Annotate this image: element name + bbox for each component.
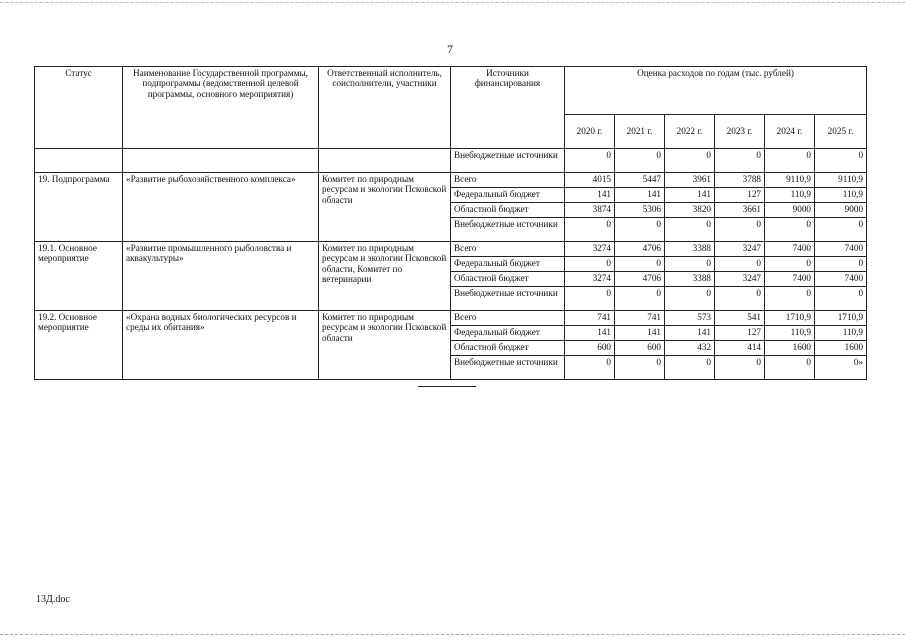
value-cell: 3820 (665, 203, 715, 218)
scan-edge-top (0, 2, 905, 4)
value-cell: 141 (615, 188, 665, 203)
source-cell: Областной бюджет (451, 341, 565, 356)
value-cell: 110,9 (765, 188, 815, 203)
source-cell: Областной бюджет (451, 272, 565, 287)
empty-cell (319, 149, 451, 173)
value-cell: 4706 (615, 272, 665, 287)
value-cell: 110,9 (815, 326, 867, 341)
responsible-cell: Комитет по природным ресурсам и экологии Псковской области (319, 311, 451, 380)
value-cell: 5306 (615, 203, 665, 218)
value-cell: 7400 (815, 272, 867, 287)
value-cell: 1710,9 (815, 311, 867, 326)
source-cell: Федеральный бюджет (451, 257, 565, 272)
value-cell: 0 (715, 149, 765, 173)
header-responsible: Ответственный исполнитель, соисполнители, участники (319, 67, 451, 149)
source-cell: Внебюджетные источники (451, 287, 565, 311)
status-cell: 19. Подпрограмма (35, 173, 123, 242)
value-cell: 5447 (615, 173, 665, 188)
source-cell: Всего (451, 311, 565, 326)
value-cell: 0 (615, 149, 665, 173)
program-name-cell: «Развитие промышленного рыболовства и аквакультуры» (123, 242, 319, 311)
value-cell: 0 (715, 218, 765, 242)
value-cell: 4706 (615, 242, 665, 257)
value-cell: 3661 (715, 203, 765, 218)
value-cell: 600 (615, 341, 665, 356)
header-year: 2021 г. (615, 115, 665, 149)
value-cell: 141 (665, 188, 715, 203)
value-cell: 9000 (815, 203, 867, 218)
program-name-cell: «Охрана водных биологических ресурсов и среды их обитания» (123, 311, 319, 380)
value-cell: 541 (715, 311, 765, 326)
value-cell: 1600 (815, 341, 867, 356)
program-name-cell: «Развитие рыбохозяйственного комплекса» (123, 173, 319, 242)
value-cell: 0 (565, 218, 615, 242)
source-cell: Внебюджетные источники (451, 149, 565, 173)
source-cell: Внебюджетные источники (451, 356, 565, 380)
value-cell: 0 (815, 218, 867, 242)
value-cell: 0 (815, 149, 867, 173)
value-cell: 0 (615, 218, 665, 242)
value-cell: 110,9 (815, 188, 867, 203)
header-year: 2023 г. (715, 115, 765, 149)
value-cell: 0 (765, 218, 815, 242)
end-of-table-rule (418, 386, 476, 387)
header-year: 2024 г. (765, 115, 815, 149)
value-cell: 9110,9 (815, 173, 867, 188)
value-cell: 0 (815, 257, 867, 272)
source-cell: Областной бюджет (451, 203, 565, 218)
value-cell: 0 (665, 218, 715, 242)
value-cell: 0 (765, 257, 815, 272)
value-cell: 7400 (815, 242, 867, 257)
value-cell: 1710,9 (765, 311, 815, 326)
value-cell: 432 (665, 341, 715, 356)
value-cell: 141 (665, 326, 715, 341)
value-cell: 0 (665, 257, 715, 272)
value-cell: 741 (565, 311, 615, 326)
value-cell: 0 (765, 149, 815, 173)
value-cell: 0 (765, 356, 815, 380)
table-row (35, 311, 867, 326)
file-name-footer: 13Д.doc (36, 594, 70, 605)
value-cell: 3247 (715, 272, 765, 287)
source-cell: Внебюджетные источники (451, 218, 565, 242)
value-cell: 3874 (565, 203, 615, 218)
table-row (35, 242, 867, 257)
header-estimate: Оценка расходов по годам (тыс. рублей) (565, 67, 867, 115)
header-year: 2020 г. (565, 115, 615, 149)
value-cell: 1600 (765, 341, 815, 356)
value-cell: 3388 (665, 242, 715, 257)
value-cell: 0 (615, 257, 665, 272)
table-header-row (35, 67, 867, 115)
table-row (35, 149, 867, 173)
value-cell: 9110,9 (765, 173, 815, 188)
header-year: 2025 г. (815, 115, 867, 149)
value-cell: 3388 (665, 272, 715, 287)
value-cell: 0 (715, 356, 765, 380)
header-year: 2022 г. (665, 115, 715, 149)
value-cell: 4015 (565, 173, 615, 188)
value-cell: 3788 (715, 173, 765, 188)
value-cell: 3961 (665, 173, 715, 188)
source-cell: Всего (451, 173, 565, 188)
source-cell: Всего (451, 242, 565, 257)
value-cell: 0 (715, 287, 765, 311)
value-cell: 7400 (765, 272, 815, 287)
responsible-cell: Комитет по природным ресурсам и экологии Псковской области, Комитет по ветеринарии (319, 242, 451, 311)
header-name: Наименование Государственной программы, подпрограммы (ведомственной целевой программы, основного мероприятия) (123, 67, 319, 149)
value-cell: 0 (565, 287, 615, 311)
budget-table (34, 66, 867, 380)
value-cell: 127 (715, 188, 765, 203)
header-sources: Источники финансирования (451, 67, 565, 149)
value-cell: 110,9 (765, 326, 815, 341)
value-cell: 0 (765, 287, 815, 311)
value-cell: 573 (665, 311, 715, 326)
value-cell: 0 (565, 257, 615, 272)
value-cell: 7400 (765, 242, 815, 257)
value-cell: 3274 (565, 272, 615, 287)
value-cell: 0 (565, 149, 615, 173)
value-cell: 600 (565, 341, 615, 356)
value-cell: 3274 (565, 242, 615, 257)
value-cell: 0 (615, 356, 665, 380)
value-cell: 0 (565, 356, 615, 380)
value-cell: 141 (565, 188, 615, 203)
source-cell: Федеральный бюджет (451, 326, 565, 341)
status-cell: 19.1. Основное мероприятие (35, 242, 123, 311)
value-cell: 0 (715, 257, 765, 272)
empty-cell (35, 149, 123, 173)
value-cell: 0 (615, 287, 665, 311)
value-cell: 141 (565, 326, 615, 341)
value-cell: 9000 (765, 203, 815, 218)
source-cell: Федеральный бюджет (451, 188, 565, 203)
status-cell: 19.2. Основное мероприятие (35, 311, 123, 380)
value-cell: 414 (715, 341, 765, 356)
value-cell: 0 (665, 287, 715, 311)
responsible-cell: Комитет по природным ресурсам и экологии Псковской области (319, 173, 451, 242)
value-cell: 0» (815, 356, 867, 380)
value-cell: 0 (665, 149, 715, 173)
header-status: Статус (35, 67, 123, 149)
value-cell: 141 (615, 326, 665, 341)
scan-edge-bottom (0, 634, 905, 636)
empty-cell (123, 149, 319, 173)
table-row (35, 173, 867, 188)
value-cell: 3247 (715, 242, 765, 257)
value-cell: 127 (715, 326, 765, 341)
value-cell: 0 (665, 356, 715, 380)
value-cell: 741 (615, 311, 665, 326)
page-number: 7 (447, 42, 453, 56)
value-cell: 0 (815, 287, 867, 311)
